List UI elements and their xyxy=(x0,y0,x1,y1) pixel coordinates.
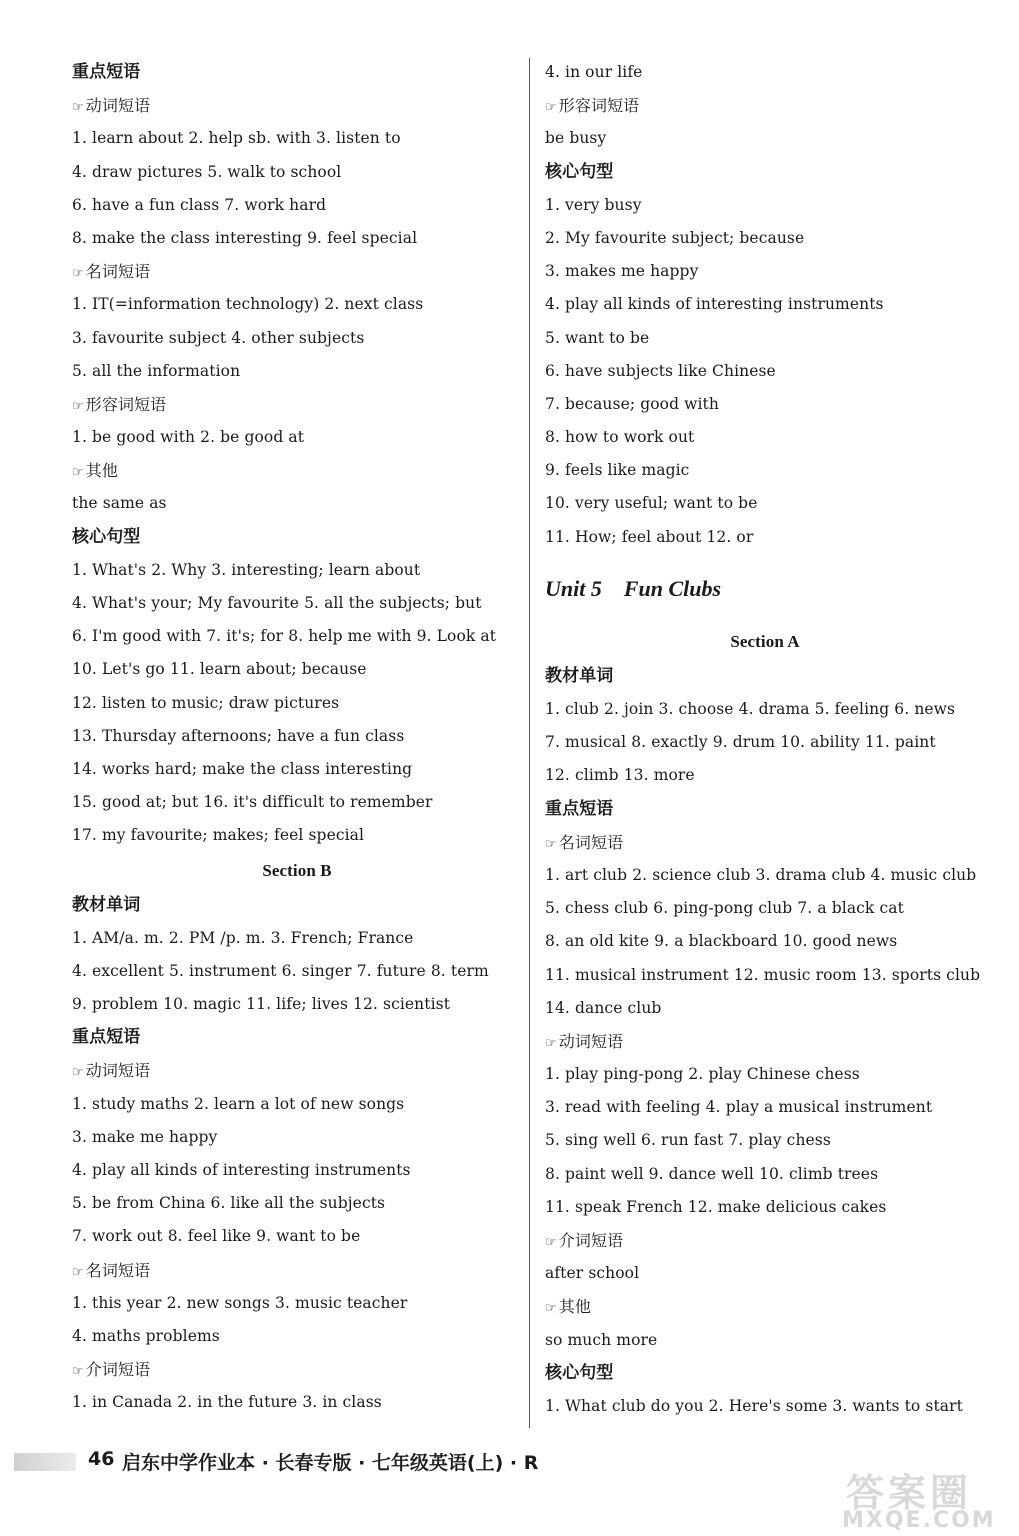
pointing-hand-icon: ☞ xyxy=(72,465,84,481)
answer-line: 7. work out 8. feel like 9. want to be xyxy=(72,1227,361,1246)
answer-line: after school xyxy=(545,1264,640,1283)
answer-line: 4. What's your; My favourite 5. all the subjects; but xyxy=(72,594,482,612)
footer-bar xyxy=(14,1453,76,1471)
answer-line: 6. I'm good with 7. it's; for 8. help me with 9. Look at xyxy=(72,627,497,646)
phrase-category xyxy=(545,1224,985,1257)
answer-line: 14. dance club xyxy=(545,998,662,1017)
pointing-hand-icon: ☞ xyxy=(72,1065,84,1081)
answer-line: 1. What club do you 2. Here's some 3. wants to start xyxy=(545,1396,963,1415)
answer-line: 2. My favourite subject; because xyxy=(545,228,805,247)
answer-line: 5. be from China 6. like all the subjects xyxy=(72,1194,386,1213)
answer-line: the same as xyxy=(72,494,167,513)
pointing-hand-icon: ☞ xyxy=(72,1264,84,1280)
phrase-category xyxy=(72,1353,522,1386)
answer-line: 5. chess club 6. ping-pong club 7. a black cat xyxy=(545,899,904,918)
answer-line: 7. musical 8. exactly 9. drum 10. ability 11. paint xyxy=(545,733,936,752)
answer-line: 4. play all kinds of interesting instruments xyxy=(545,295,884,314)
answer-line: 5. all the information xyxy=(72,361,241,380)
answer-line: 1. play ping-pong 2. play Chinese chess xyxy=(545,1065,860,1084)
answer-line: 11. How; feel about 12. or xyxy=(545,527,754,546)
section-heading: 核心句型 xyxy=(545,1362,614,1383)
answer-line: 1. IT(=information technology) 2. next class xyxy=(72,295,424,314)
answer-line: 8. paint well 9. dance well 10. climb trees xyxy=(545,1164,879,1183)
answer-line: 10. Let's go 11. learn about; because xyxy=(72,660,367,679)
answer-line: 9. feels like magic xyxy=(545,461,690,480)
pointing-hand-icon: ☞ xyxy=(545,100,557,116)
answer-line: so much more xyxy=(545,1330,658,1349)
watermark-url: MXQE.COM xyxy=(842,1508,996,1533)
pointing-hand-icon: ☞ xyxy=(545,1035,557,1051)
answer-line: 1. club 2. join 3. choose 4. drama 5. feeling 6. news xyxy=(545,700,956,718)
answer-line: 5. sing well 6. run fast 7. play chess xyxy=(545,1131,831,1150)
category-label: 其他 xyxy=(85,461,118,481)
pointing-hand-icon: ☞ xyxy=(72,1364,84,1380)
answer-line: 13. Thursday afternoons; have a fun class xyxy=(72,726,405,745)
answer-line: 1. study maths 2. learn a lot of new songs xyxy=(72,1094,405,1113)
pointing-hand-icon: ☞ xyxy=(72,266,84,282)
watermark-text: 答案圈 xyxy=(846,1471,973,1515)
left-column xyxy=(72,56,522,1420)
section-heading: 重点短语 xyxy=(72,62,141,82)
phrase-category xyxy=(545,1025,985,1058)
section-heading: 重点短语 xyxy=(545,798,614,819)
phrase-category xyxy=(72,454,522,487)
answer-line: 3. favourite subject 4. other subjects xyxy=(72,328,365,347)
answer-line: 12. climb 13. more xyxy=(545,766,695,785)
answer-line: 12. listen to music; draw pictures xyxy=(72,693,340,712)
section-heading: 重点短语 xyxy=(72,1027,141,1048)
pointing-hand-icon: ☞ xyxy=(72,100,84,116)
category-label: 名词短语 xyxy=(85,262,151,282)
answer-line: 9. problem 10. magic 11. life; lives 12. scientist xyxy=(72,995,451,1014)
answer-line: 4. maths problems xyxy=(72,1326,220,1345)
pointing-hand-icon: ☞ xyxy=(545,1301,557,1317)
answer-line: be busy xyxy=(545,129,607,148)
category-label: 动词短语 xyxy=(558,1031,624,1051)
answer-line: 10. very useful; want to be xyxy=(545,494,758,513)
unit-number: Unit 5 xyxy=(545,575,602,601)
answer-line: 1. in Canada 2. in the future 3. in class xyxy=(72,1393,382,1412)
watermark-logo xyxy=(838,1462,1010,1532)
pointing-hand-icon: ☞ xyxy=(545,1235,557,1250)
answer-line: 1. this year 2. new songs 3. music teacher xyxy=(72,1293,408,1312)
answer-line: 1. art club 2. science club 3. drama club 4. music club xyxy=(545,865,977,884)
answer-line: 4. draw pictures 5. walk to school xyxy=(72,162,342,181)
answer-line: 3. read with feeling 4. play a musical instrument xyxy=(545,1098,933,1117)
unit-name: Fun Clubs xyxy=(623,575,722,601)
answer-line: 1. very busy xyxy=(545,195,642,214)
category-label: 其他 xyxy=(558,1297,591,1317)
pointing-hand-icon: ☞ xyxy=(72,398,84,414)
phrase-category xyxy=(72,1054,522,1087)
answer-line: 4. play all kinds of interesting instruments xyxy=(72,1161,411,1179)
answer-line: 3. makes me happy xyxy=(545,262,699,281)
pointing-hand-icon: ☞ xyxy=(545,836,557,852)
phrase-category xyxy=(72,388,522,421)
category-label: 介词短语 xyxy=(85,1360,151,1380)
answer-line: 8. an old kite 9. a blackboard 10. good news xyxy=(545,932,898,951)
category-label: 名词短语 xyxy=(85,1260,151,1280)
answer-line: 4. excellent 5. instrument 6. singer 7. future 8. term xyxy=(72,961,489,980)
phrase-category xyxy=(545,89,985,122)
category-label: 介词短语 xyxy=(558,1231,624,1250)
answer-line: 4. in our life xyxy=(545,63,643,81)
answer-line: 15. good at; but 16. it's difficult to remember xyxy=(72,793,433,812)
answer-line: 7. because; good with xyxy=(545,394,719,413)
book-title: 启东中学作业本 · 长春专版 · 七年级英语(上) · R xyxy=(122,1452,539,1474)
section-heading: 教材单词 xyxy=(72,894,141,915)
phrase-category xyxy=(72,1254,522,1287)
answer-line: 5. want to be xyxy=(545,328,650,347)
phrase-category xyxy=(72,255,522,288)
answer-line: 6. have a fun class 7. work hard xyxy=(72,195,327,214)
section-title: Section B xyxy=(262,860,332,880)
right-column xyxy=(545,56,985,1423)
answer-line: 6. have subjects like Chinese xyxy=(545,361,776,380)
answer-line: 11. speak French 12. make delicious cakes xyxy=(545,1197,887,1216)
answer-line: 3. make me happy xyxy=(72,1127,218,1146)
section-heading: 核心句型 xyxy=(72,526,141,547)
section-heading: 核心句型 xyxy=(545,161,614,182)
column-divider xyxy=(529,58,530,1428)
answer-line: 11. musical instrument 12. music room 13. sports club xyxy=(545,965,981,984)
answer-line: 8. make the class interesting 9. feel special xyxy=(72,228,418,247)
category-label: 动词短语 xyxy=(85,1061,151,1081)
section-title: Section A xyxy=(730,631,800,651)
category-label: 名词短语 xyxy=(558,832,624,852)
phrase-category xyxy=(545,1290,985,1323)
answer-line: 1. AM/a. m. 2. PM /p. m. 3. French; France xyxy=(72,928,414,947)
unit-title xyxy=(545,554,985,624)
answer-line: 1. be good with 2. be good at xyxy=(72,428,305,447)
phrase-category xyxy=(545,826,985,859)
category-label: 动词短语 xyxy=(85,96,151,116)
answer-line: 1. What's 2. Why 3. interesting; learn about xyxy=(72,560,421,579)
answer-line: 8. how to work out xyxy=(545,428,695,447)
section-heading: 教材单词 xyxy=(545,665,614,686)
page-number: 46 xyxy=(88,1448,115,1470)
answer-line: 1. learn about 2. help sb. with 3. listen to xyxy=(72,129,401,148)
category-label: 形容词短语 xyxy=(558,96,640,116)
phrase-category xyxy=(72,89,522,122)
category-label: 形容词短语 xyxy=(85,394,167,414)
answer-line: 17. my favourite; makes; feel special xyxy=(72,826,365,845)
answer-line: 14. works hard; make the class interesting xyxy=(72,759,413,778)
